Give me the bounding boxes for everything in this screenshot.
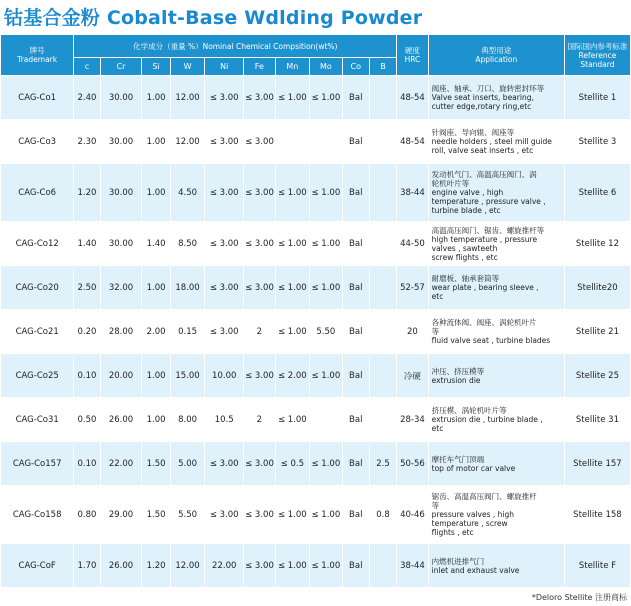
hrc-cell: 38-44 — [397, 164, 428, 222]
ni-cell: ≤ 3.00 — [205, 164, 244, 222]
hrc-cell: 40-46 — [397, 486, 428, 544]
ni-cell: 10.00 — [205, 354, 244, 398]
header-element: Ni — [205, 58, 244, 76]
reference-cell: Stellite F — [564, 544, 630, 588]
table-row — [1, 442, 631, 486]
si-cell: 1.00 — [142, 164, 170, 222]
si-cell: 1.00 — [142, 120, 170, 164]
hrc-cell: 50-56 — [397, 442, 428, 486]
fe-cell: ≤ 3.00 — [244, 266, 275, 310]
b-cell — [369, 164, 396, 222]
header-element: B — [369, 58, 396, 76]
si-cell: 1.00 — [142, 354, 170, 398]
cr-cell: 30.00 — [100, 120, 142, 164]
ni-cell: ≤ 3.00 — [205, 442, 244, 486]
co-cell: Bal — [342, 442, 369, 486]
si-cell: 1.00 — [142, 266, 170, 310]
ni-cell: ≤ 3.00 — [205, 222, 244, 266]
application-cell: 各种流体阀、阀座、涡轮机叶片 等 fluid valve seat , turbine blades — [428, 310, 564, 354]
mo-cell: ≤ 1.00 — [310, 442, 342, 486]
mo-cell: ≤ 1.00 — [310, 222, 342, 266]
grade-cell: CAG-Co157 — [1, 442, 74, 486]
header-element: Cr — [100, 58, 142, 76]
table-row — [1, 544, 631, 588]
mn-cell: ≤ 1.00 — [275, 266, 310, 310]
grade-cell: CAG-Co20 — [1, 266, 74, 310]
c-cell: 2.30 — [74, 120, 100, 164]
co-cell: Bal — [342, 266, 369, 310]
ni-cell: ≤ 3.00 — [205, 310, 244, 354]
grade-cell: CAG-CoF — [1, 544, 74, 588]
co-cell: Bal — [342, 486, 369, 544]
ni-cell: 22.00 — [205, 544, 244, 588]
fe-cell: ≤ 3.00 — [244, 164, 275, 222]
reference-cell: Stellite20 — [564, 266, 630, 310]
c-cell: 1.70 — [74, 544, 100, 588]
mn-cell: ≤ 1.00 — [275, 222, 310, 266]
b-cell — [369, 76, 396, 120]
co-cell: Bal — [342, 76, 369, 120]
cr-cell: 32.00 — [100, 266, 142, 310]
table-row — [1, 486, 631, 544]
co-cell: Bal — [342, 222, 369, 266]
header-composition-label: 化学成分（重量 %）Nominal Chemical Compsition(wt%) — [133, 41, 338, 51]
b-cell: 2.5 — [369, 442, 396, 486]
application-cell: 摩托车气门顶端 top of motor car valve — [428, 442, 564, 486]
mo-cell: ≤ 1.00 — [310, 354, 342, 398]
grade-cell: CAG-Co25 — [1, 354, 74, 398]
mn-cell — [275, 120, 310, 164]
hrc-cell: 20 — [397, 310, 428, 354]
cr-cell: 30.00 — [100, 76, 142, 120]
ni-cell: ≤ 3.00 — [205, 76, 244, 120]
ni-cell: 10.5 — [205, 398, 244, 442]
cr-cell: 26.00 — [100, 544, 142, 588]
co-cell: Bal — [342, 544, 369, 588]
table-row — [1, 266, 631, 310]
header-element: c — [74, 58, 100, 76]
cr-cell: 30.00 — [100, 222, 142, 266]
si-cell: 1.20 — [142, 544, 170, 588]
grade-cell: CAG-Co3 — [1, 120, 74, 164]
reference-cell: Stellite 3 — [564, 120, 630, 164]
mn-cell: ≤ 1.00 — [275, 544, 310, 588]
c-cell: 0.80 — [74, 486, 100, 544]
mn-cell: ≤ 2.00 — [275, 354, 310, 398]
grade-cell: CAG-Co12 — [1, 222, 74, 266]
cr-cell: 30.00 — [100, 164, 142, 222]
co-cell: Bal — [342, 120, 369, 164]
reference-cell: Stellite 6 — [564, 164, 630, 222]
cr-cell: 26.00 — [100, 398, 142, 442]
mo-cell: 5.50 — [310, 310, 342, 354]
header-element: Fe — [244, 58, 275, 76]
grade-cell: CAG-Co1 — [1, 76, 74, 120]
fe-cell: 2 — [244, 398, 275, 442]
application-cell: 针阀座、导向辊、阀座等 needle holders , steel mill guide roll, valve seat inserts , etc — [428, 120, 564, 164]
table-row — [1, 222, 631, 266]
w-cell: 12.00 — [170, 120, 205, 164]
header-reference — [564, 35, 630, 76]
c-cell: 0.10 — [74, 354, 100, 398]
w-cell: 0.15 — [170, 310, 205, 354]
application-cell: 内燃机进排气门 inlet and exhaust valve — [428, 544, 564, 588]
application-cell: 挤压模、涡轮机叶片等 extrusion die , turbine blade , etc — [428, 398, 564, 442]
w-cell: 8.50 — [170, 222, 205, 266]
cr-cell: 28.00 — [100, 310, 142, 354]
hrc-cell: 冷硬 — [397, 354, 428, 398]
co-cell: Bal — [342, 310, 369, 354]
reference-cell: Stellite 31 — [564, 398, 630, 442]
b-cell — [369, 398, 396, 442]
cr-cell: 29.00 — [100, 486, 142, 544]
mo-cell: ≤ 1.00 — [310, 486, 342, 544]
mn-cell: ≤ 1.00 — [275, 76, 310, 120]
fe-cell: ≤ 3.00 — [244, 544, 275, 588]
co-cell: Bal — [342, 398, 369, 442]
grade-cell: CAG-Co21 — [1, 310, 74, 354]
header-application — [428, 35, 564, 76]
hrc-cell: 52-57 — [397, 266, 428, 310]
header-element: Mo — [310, 58, 342, 76]
application-cell: 耐磨板、轴承套筒等 wear plate , bearing sleeve , etc — [428, 266, 564, 310]
header-composition — [74, 35, 397, 58]
mo-cell: ≤ 1.00 — [310, 544, 342, 588]
reference-cell: Stellite 158 — [564, 486, 630, 544]
ni-cell: ≤ 3.00 — [205, 266, 244, 310]
fe-cell: ≤ 3.00 — [244, 120, 275, 164]
cr-cell: 22.00 — [100, 442, 142, 486]
mo-cell — [310, 398, 342, 442]
grade-cell: CAG-Co158 — [1, 486, 74, 544]
b-cell: 0.8 — [369, 486, 396, 544]
b-cell — [369, 310, 396, 354]
mn-cell: ≤ 1.00 — [275, 398, 310, 442]
si-cell: 1.50 — [142, 486, 170, 544]
mo-cell: ≤ 1.00 — [310, 164, 342, 222]
c-cell: 0.20 — [74, 310, 100, 354]
b-cell — [369, 354, 396, 398]
reference-cell: Stellite 1 — [564, 76, 630, 120]
header-hardness-label: 硬度 HRC — [404, 46, 421, 64]
w-cell: 5.50 — [170, 486, 205, 544]
si-cell: 2.00 — [142, 310, 170, 354]
table-row — [1, 76, 631, 120]
w-cell: 4.50 — [170, 164, 205, 222]
reference-cell: Stellite 25 — [564, 354, 630, 398]
footnote: *Deloro Stellite 注册商标 — [531, 593, 627, 602]
application-cell: 锯齿、高温高压阀门、螺旋推杆 等 pressure valves , high temperature , screw flights , etc — [428, 486, 564, 544]
si-cell: 1.50 — [142, 442, 170, 486]
b-cell — [369, 266, 396, 310]
fe-cell: ≤ 3.00 — [244, 222, 275, 266]
c-cell: 0.10 — [74, 442, 100, 486]
table-row — [1, 164, 631, 222]
header-application-label: 典型用途 Application — [475, 46, 518, 64]
header-reference-label: 国际国内参考标准 Reference Standard — [567, 41, 628, 69]
mo-cell — [310, 120, 342, 164]
hrc-cell: 44-50 — [397, 222, 428, 266]
fe-cell: ≤ 3.00 — [244, 486, 275, 544]
w-cell: 15.00 — [170, 354, 205, 398]
reference-cell: Stellite 21 — [564, 310, 630, 354]
page-title: 钴基合金粉 Cobalt-Base Wdlding Powder — [4, 7, 423, 29]
table-row — [1, 120, 631, 164]
table-body — [1, 76, 631, 588]
reference-cell: Stellite 157 — [564, 442, 630, 486]
application-cell: 阀座、轴承、刀口、旋转密封环等 Valve seat inserts, bearing, cutter edge,rotary ring,etc — [428, 76, 564, 120]
application-cell: 冲压、挤压模等 extrusion die — [428, 354, 564, 398]
hrc-cell: 48-54 — [397, 120, 428, 164]
fe-cell: 2 — [244, 310, 275, 354]
reference-cell: Stellite 12 — [564, 222, 630, 266]
ni-cell: ≤ 3.00 — [205, 120, 244, 164]
mo-cell: ≤ 1.00 — [310, 76, 342, 120]
c-cell: 2.40 — [74, 76, 100, 120]
table-row — [1, 310, 631, 354]
c-cell: 1.40 — [74, 222, 100, 266]
si-cell: 1.00 — [142, 398, 170, 442]
application-cell: 发动机气门、高温高压阀门、涡 轮机叶片等 engine valve , high temperature , pressure valve , turbine blade , etc — [428, 164, 564, 222]
w-cell: 12.00 — [170, 76, 205, 120]
cr-cell: 20.00 — [100, 354, 142, 398]
b-cell — [369, 544, 396, 588]
application-cell: 高温高压阀门、锯齿、螺旋推杆等 high temperature , pressure valves , sawteeth screw flights , etc — [428, 222, 564, 266]
powder-spec-table — [0, 34, 631, 588]
hrc-cell: 28-34 — [397, 398, 428, 442]
fe-cell: ≤ 3.00 — [244, 354, 275, 398]
mo-cell: ≤ 1.00 — [310, 266, 342, 310]
header-trademark — [1, 35, 74, 76]
c-cell: 1.20 — [74, 164, 100, 222]
b-cell — [369, 120, 396, 164]
b-cell — [369, 222, 396, 266]
w-cell: 5.00 — [170, 442, 205, 486]
mn-cell: ≤ 1.00 — [275, 486, 310, 544]
header-element: Co — [342, 58, 369, 76]
mn-cell: ≤ 1.00 — [275, 164, 310, 222]
ni-cell: ≤ 3.00 — [205, 486, 244, 544]
c-cell: 2.50 — [74, 266, 100, 310]
w-cell: 8.00 — [170, 398, 205, 442]
si-cell: 1.00 — [142, 76, 170, 120]
hrc-cell: 48-54 — [397, 76, 428, 120]
fe-cell: ≤ 3.00 — [244, 442, 275, 486]
mn-cell: ≤ 1.00 — [275, 310, 310, 354]
w-cell: 12.00 — [170, 544, 205, 588]
co-cell: Bal — [342, 164, 369, 222]
fe-cell: ≤ 3.00 — [244, 76, 275, 120]
header-hardness — [397, 35, 428, 76]
table-row — [1, 398, 631, 442]
si-cell: 1.40 — [142, 222, 170, 266]
mn-cell: ≤ 0.5 — [275, 442, 310, 486]
header-element: Mn — [275, 58, 310, 76]
hrc-cell: 38-44 — [397, 544, 428, 588]
co-cell: Bal — [342, 354, 369, 398]
grade-cell: CAG-Co31 — [1, 398, 74, 442]
w-cell: 18.00 — [170, 266, 205, 310]
header-element: Si — [142, 58, 170, 76]
table-row — [1, 354, 631, 398]
grade-cell: CAG-Co6 — [1, 164, 74, 222]
header-trademark-label: 牌号 Trademark — [17, 46, 58, 64]
header-element: W — [170, 58, 205, 76]
c-cell: 0.50 — [74, 398, 100, 442]
